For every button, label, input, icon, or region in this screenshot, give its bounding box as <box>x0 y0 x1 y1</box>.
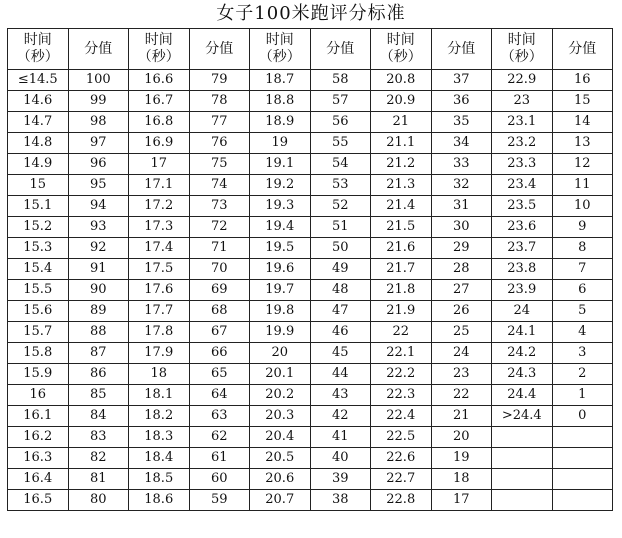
time-cell: 22.6 <box>371 448 432 469</box>
header-score: 分值 <box>552 29 613 70</box>
score-cell: 64 <box>189 385 250 406</box>
time-cell: 22.8 <box>371 490 432 511</box>
time-cell: 19.8 <box>250 301 311 322</box>
score-cell: 41 <box>310 427 371 448</box>
score-cell: 73 <box>189 196 250 217</box>
time-cell: >24.4 <box>492 406 553 427</box>
score-cell: 99 <box>68 91 129 112</box>
score-cell: 91 <box>68 259 129 280</box>
score-cell <box>552 448 613 469</box>
table-row <box>8 322 613 343</box>
table-row <box>8 490 613 511</box>
time-cell: 19.1 <box>250 154 311 175</box>
score-cell: 31 <box>431 196 492 217</box>
score-cell: 62 <box>189 427 250 448</box>
score-cell: 87 <box>68 343 129 364</box>
time-cell: 17.8 <box>129 322 190 343</box>
time-cell: 21.9 <box>371 301 432 322</box>
score-cell: 1 <box>552 385 613 406</box>
time-cell: 20.2 <box>250 385 311 406</box>
time-cell: 17 <box>129 154 190 175</box>
time-cell: 23.6 <box>492 217 553 238</box>
time-cell: 15.3 <box>8 238 69 259</box>
score-cell <box>552 490 613 511</box>
score-cell: 15 <box>552 91 613 112</box>
time-cell: 20.6 <box>250 469 311 490</box>
header-row <box>8 29 613 70</box>
score-cell: 75 <box>189 154 250 175</box>
score-cell: 71 <box>189 238 250 259</box>
score-cell: 74 <box>189 175 250 196</box>
time-cell: 18.3 <box>129 427 190 448</box>
score-cell: 50 <box>310 238 371 259</box>
score-cell: 97 <box>68 133 129 154</box>
time-cell: 21.1 <box>371 133 432 154</box>
score-cell: 6 <box>552 280 613 301</box>
time-cell: 20.1 <box>250 364 311 385</box>
time-cell: 15.6 <box>8 301 69 322</box>
time-cell: 23.7 <box>492 238 553 259</box>
time-cell: 24.1 <box>492 322 553 343</box>
score-cell: 45 <box>310 343 371 364</box>
score-cell: 72 <box>189 217 250 238</box>
score-cell: 40 <box>310 448 371 469</box>
header-score: 分值 <box>431 29 492 70</box>
score-cell: 37 <box>431 70 492 91</box>
time-cell: 21.7 <box>371 259 432 280</box>
score-cell: 32 <box>431 175 492 196</box>
time-cell: 16.6 <box>129 70 190 91</box>
score-cell: 7 <box>552 259 613 280</box>
time-cell: 24.3 <box>492 364 553 385</box>
table-row <box>8 196 613 217</box>
time-cell: 23.3 <box>492 154 553 175</box>
time-cell: 17.2 <box>129 196 190 217</box>
score-cell: 95 <box>68 175 129 196</box>
time-cell: 24 <box>492 301 553 322</box>
score-cell: 63 <box>189 406 250 427</box>
time-cell: 20.4 <box>250 427 311 448</box>
time-cell: 19.7 <box>250 280 311 301</box>
time-cell <box>492 427 553 448</box>
score-cell: 30 <box>431 217 492 238</box>
score-cell: 59 <box>189 490 250 511</box>
score-cell: 43 <box>310 385 371 406</box>
table-row <box>8 112 613 133</box>
time-cell: 22.2 <box>371 364 432 385</box>
time-cell: 17.9 <box>129 343 190 364</box>
score-cell: 70 <box>189 259 250 280</box>
score-cell: 83 <box>68 427 129 448</box>
table-row <box>8 301 613 322</box>
header-score: 分值 <box>68 29 129 70</box>
time-cell: 15.8 <box>8 343 69 364</box>
score-cell: 0 <box>552 406 613 427</box>
time-cell: 22.5 <box>371 427 432 448</box>
score-cell: 57 <box>310 91 371 112</box>
score-cell: 92 <box>68 238 129 259</box>
table-row <box>8 217 613 238</box>
time-cell: 16.8 <box>129 112 190 133</box>
score-cell: 46 <box>310 322 371 343</box>
table-row <box>8 133 613 154</box>
score-cell: 34 <box>431 133 492 154</box>
time-cell: 20 <box>250 343 311 364</box>
time-cell: 22.9 <box>492 70 553 91</box>
header-time <box>250 29 311 70</box>
time-cell: 17.5 <box>129 259 190 280</box>
header-time <box>8 29 69 70</box>
time-cell: 18.5 <box>129 469 190 490</box>
score-cell: 25 <box>431 322 492 343</box>
table-row <box>8 154 613 175</box>
score-cell <box>552 427 613 448</box>
score-cell: 9 <box>552 217 613 238</box>
time-cell: 18.1 <box>129 385 190 406</box>
time-cell: 15.2 <box>8 217 69 238</box>
time-cell: 23.9 <box>492 280 553 301</box>
score-cell: 36 <box>431 91 492 112</box>
header-time <box>492 29 553 70</box>
time-cell: 20.7 <box>250 490 311 511</box>
time-cell: 17.7 <box>129 301 190 322</box>
score-cell <box>552 469 613 490</box>
score-cell: 27 <box>431 280 492 301</box>
time-cell: 22.1 <box>371 343 432 364</box>
header-score: 分值 <box>189 29 250 70</box>
header-time-unit: （秒） <box>137 49 180 65</box>
time-cell: 24.2 <box>492 343 553 364</box>
score-cell: 89 <box>68 301 129 322</box>
time-cell: 23.5 <box>492 196 553 217</box>
time-cell: 19.3 <box>250 196 311 217</box>
score-cell: 56 <box>310 112 371 133</box>
time-cell: 14.7 <box>8 112 69 133</box>
time-cell: 21.2 <box>371 154 432 175</box>
time-cell: 18 <box>129 364 190 385</box>
score-cell: 44 <box>310 364 371 385</box>
score-cell: 39 <box>310 469 371 490</box>
score-cell: 4 <box>552 322 613 343</box>
time-cell: 15.9 <box>8 364 69 385</box>
header-time-label: 时间 <box>265 32 294 48</box>
score-cell: 90 <box>68 280 129 301</box>
time-cell: 23.2 <box>492 133 553 154</box>
score-cell: 28 <box>431 259 492 280</box>
score-cell: 23 <box>431 364 492 385</box>
score-cell: 19 <box>431 448 492 469</box>
header-score: 分值 <box>310 29 371 70</box>
time-cell: 16.9 <box>129 133 190 154</box>
score-cell: 12 <box>552 154 613 175</box>
time-cell: 22.4 <box>371 406 432 427</box>
time-cell: 23.1 <box>492 112 553 133</box>
score-cell: 8 <box>552 238 613 259</box>
header-time <box>371 29 432 70</box>
time-cell <box>492 448 553 469</box>
time-cell: 21.4 <box>371 196 432 217</box>
score-cell: 67 <box>189 322 250 343</box>
time-cell: 15.7 <box>8 322 69 343</box>
score-cell: 93 <box>68 217 129 238</box>
score-cell: 51 <box>310 217 371 238</box>
time-cell: 24.4 <box>492 385 553 406</box>
time-cell: 18.9 <box>250 112 311 133</box>
table-row <box>8 343 613 364</box>
time-cell: 14.6 <box>8 91 69 112</box>
time-cell: 17.3 <box>129 217 190 238</box>
time-cell: 16.3 <box>8 448 69 469</box>
time-cell: 19.2 <box>250 175 311 196</box>
score-cell: 98 <box>68 112 129 133</box>
time-cell: 23.8 <box>492 259 553 280</box>
score-cell: 38 <box>310 490 371 511</box>
score-cell: 60 <box>189 469 250 490</box>
time-cell: 23.4 <box>492 175 553 196</box>
time-cell: 21.6 <box>371 238 432 259</box>
score-cell: 26 <box>431 301 492 322</box>
score-cell: 53 <box>310 175 371 196</box>
table-row <box>8 259 613 280</box>
table-row <box>8 385 613 406</box>
table-row <box>8 175 613 196</box>
header-time-unit: （秒） <box>16 49 59 65</box>
score-cell: 81 <box>68 469 129 490</box>
score-cell: 33 <box>431 154 492 175</box>
time-cell: 14.9 <box>8 154 69 175</box>
score-cell: 68 <box>189 301 250 322</box>
score-cell: 49 <box>310 259 371 280</box>
time-cell: 22.3 <box>371 385 432 406</box>
table-body <box>8 70 613 511</box>
time-cell: 17.1 <box>129 175 190 196</box>
score-cell: 20 <box>431 427 492 448</box>
time-cell: 21.3 <box>371 175 432 196</box>
score-cell: 16 <box>552 70 613 91</box>
score-cell: 96 <box>68 154 129 175</box>
table-row <box>8 91 613 112</box>
time-cell: 22 <box>371 322 432 343</box>
header-time-unit: （秒） <box>379 49 422 65</box>
time-cell <box>492 469 553 490</box>
time-cell: 23 <box>492 91 553 112</box>
time-cell: 16.1 <box>8 406 69 427</box>
header-time <box>129 29 190 70</box>
time-cell: 16 <box>8 385 69 406</box>
time-cell: 19 <box>250 133 311 154</box>
time-cell: 20.5 <box>250 448 311 469</box>
score-cell: 78 <box>189 91 250 112</box>
time-cell: 21 <box>371 112 432 133</box>
score-cell: 76 <box>189 133 250 154</box>
time-cell: 16.2 <box>8 427 69 448</box>
time-cell: 21.5 <box>371 217 432 238</box>
time-cell: 19.6 <box>250 259 311 280</box>
header-time-unit: （秒） <box>258 49 301 65</box>
score-cell: 5 <box>552 301 613 322</box>
score-table <box>7 28 613 511</box>
score-cell: 54 <box>310 154 371 175</box>
score-cell: 42 <box>310 406 371 427</box>
score-cell: 94 <box>68 196 129 217</box>
time-cell: 19.4 <box>250 217 311 238</box>
table-row <box>8 469 613 490</box>
score-cell: 2 <box>552 364 613 385</box>
score-cell: 85 <box>68 385 129 406</box>
score-cell: 55 <box>310 133 371 154</box>
time-cell: 16.7 <box>129 91 190 112</box>
score-cell: 17 <box>431 490 492 511</box>
score-cell: 79 <box>189 70 250 91</box>
score-cell: 13 <box>552 133 613 154</box>
score-cell: 65 <box>189 364 250 385</box>
time-cell <box>492 490 553 511</box>
time-cell: 18.7 <box>250 70 311 91</box>
header-time-unit: （秒） <box>500 49 543 65</box>
score-cell: 11 <box>552 175 613 196</box>
score-cell: 82 <box>68 448 129 469</box>
time-cell: 14.8 <box>8 133 69 154</box>
table-row <box>8 448 613 469</box>
time-cell: 21.8 <box>371 280 432 301</box>
score-cell: 86 <box>68 364 129 385</box>
score-cell: 61 <box>189 448 250 469</box>
score-cell: 52 <box>310 196 371 217</box>
table-row <box>8 70 613 91</box>
table-header <box>8 29 613 70</box>
header-time-label: 时间 <box>507 32 536 48</box>
score-cell: 77 <box>189 112 250 133</box>
time-cell: 16.4 <box>8 469 69 490</box>
score-cell: 100 <box>68 70 129 91</box>
time-cell: 18.6 <box>129 490 190 511</box>
time-cell: 15.4 <box>8 259 69 280</box>
score-cell: 29 <box>431 238 492 259</box>
time-cell: 15.5 <box>8 280 69 301</box>
page-title: 女子100米跑评分标准 <box>216 3 406 24</box>
time-cell: 18.8 <box>250 91 311 112</box>
time-cell: 18.4 <box>129 448 190 469</box>
score-cell: 24 <box>431 343 492 364</box>
score-cell: 14 <box>552 112 613 133</box>
header-time-label: 时间 <box>386 32 415 48</box>
score-cell: 58 <box>310 70 371 91</box>
time-cell: 17.4 <box>129 238 190 259</box>
header-time-label: 时间 <box>23 32 52 48</box>
table-row <box>8 427 613 448</box>
time-cell: 18.2 <box>129 406 190 427</box>
header-time-label: 时间 <box>144 32 173 48</box>
score-cell: 22 <box>431 385 492 406</box>
score-cell: 66 <box>189 343 250 364</box>
time-cell: 22.7 <box>371 469 432 490</box>
score-cell: 10 <box>552 196 613 217</box>
time-cell: 20.9 <box>371 91 432 112</box>
table-row <box>8 280 613 301</box>
score-cell: 88 <box>68 322 129 343</box>
table-row <box>8 238 613 259</box>
score-cell: 80 <box>68 490 129 511</box>
score-cell: 84 <box>68 406 129 427</box>
time-cell: 17.6 <box>129 280 190 301</box>
score-cell: 21 <box>431 406 492 427</box>
time-cell: 19.9 <box>250 322 311 343</box>
score-cell: 3 <box>552 343 613 364</box>
time-cell: ≤14.5 <box>8 70 69 91</box>
table-row <box>8 406 613 427</box>
time-cell: 20.8 <box>371 70 432 91</box>
time-cell: 15.1 <box>8 196 69 217</box>
score-cell: 48 <box>310 280 371 301</box>
table-row <box>8 364 613 385</box>
time-cell: 20.3 <box>250 406 311 427</box>
score-cell: 18 <box>431 469 492 490</box>
score-cell: 47 <box>310 301 371 322</box>
time-cell: 15 <box>8 175 69 196</box>
time-cell: 19.5 <box>250 238 311 259</box>
score-cell: 35 <box>431 112 492 133</box>
time-cell: 16.5 <box>8 490 69 511</box>
score-cell: 69 <box>189 280 250 301</box>
